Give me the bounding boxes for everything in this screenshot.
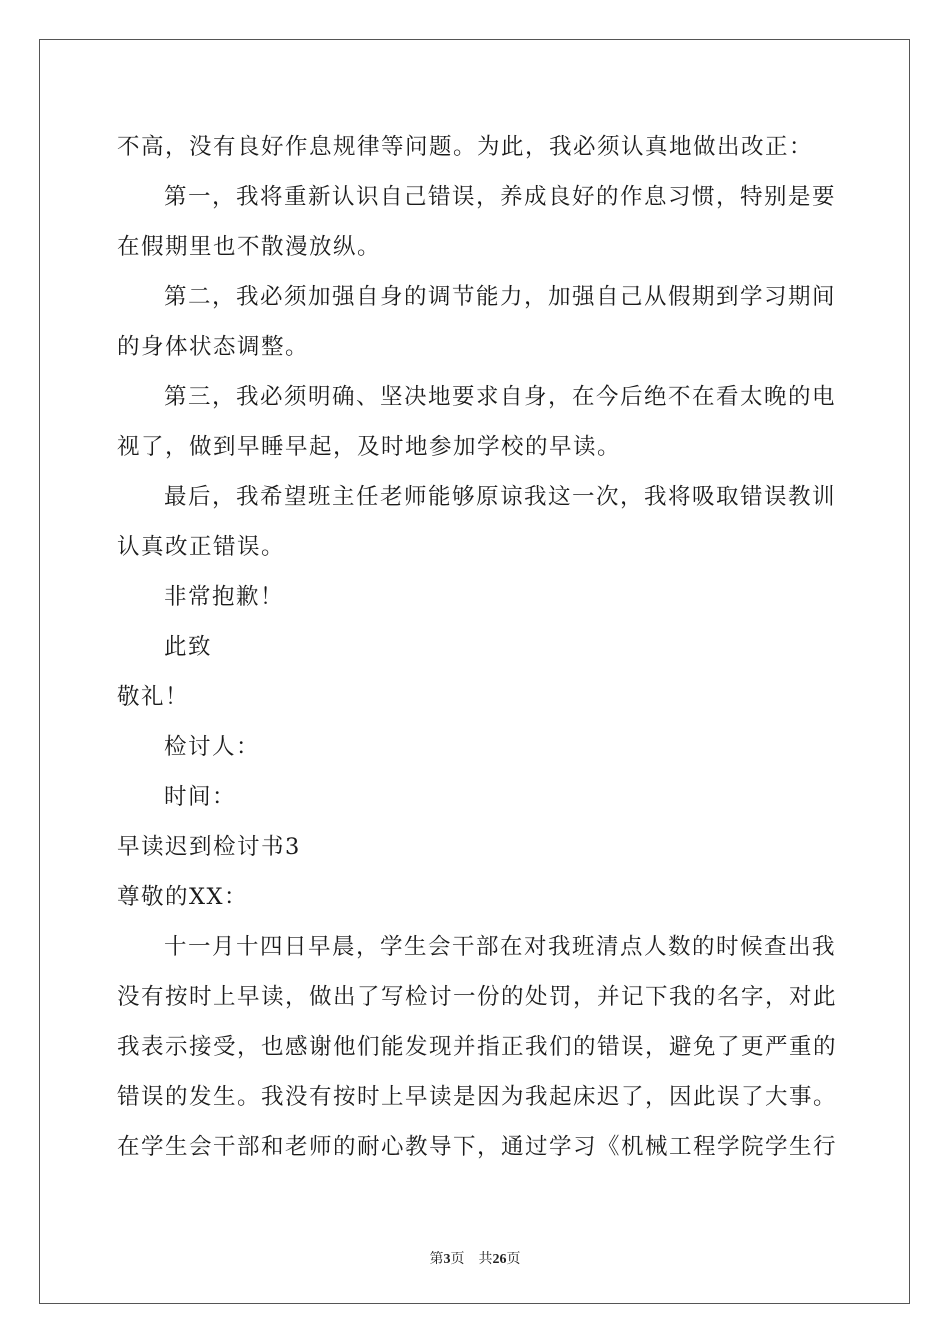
text-line: 最后，我希望班主任老师能够原谅我这一次，我将吸取错误教训 <box>164 484 837 510</box>
text-line: 检讨人： <box>164 734 261 760</box>
salutation: 尊敬的XX： <box>117 884 249 910</box>
text-line: 第一，我将重新认识自己错误，养成良好的作息习惯，特别是要 <box>164 184 837 210</box>
total-suffix: 页 <box>506 1252 521 1267</box>
text-line: 非常抱歉！ <box>164 584 285 610</box>
text-line: 认真改正错误。 <box>117 534 286 560</box>
text-line: 第二，我必须加强自身的调节能力，加强自己从假期到学习期间 <box>164 284 837 310</box>
text-line: 十一月十四日早晨，学生会干部在对我班清点人数的时候查出我 <box>164 934 837 960</box>
page-prefix: 第 <box>429 1252 444 1267</box>
text-line: 错误的发生。我没有按时上早读是因为我起床迟了，因此误了大事。 <box>117 1084 838 1110</box>
page-number: 3 <box>443 1252 451 1267</box>
page-footer <box>0 1248 950 1268</box>
total-pages: 26 <box>492 1252 507 1267</box>
text-line: 此致 <box>164 634 213 660</box>
text-line: 没有按时上早读，做出了写检讨一份的处罚，并记下我的名字，对此 <box>117 984 838 1010</box>
total-prefix: 共 <box>478 1252 493 1267</box>
text-line: 时间： <box>164 784 237 810</box>
document-body <box>117 122 837 1172</box>
text-line: 第三，我必须明确、坚决地要求自身，在今后绝不在看太晚的电 <box>164 384 837 410</box>
text-line: 视了，做到早睡早起，及时地参加学校的早读。 <box>117 434 622 460</box>
page-suffix: 页 <box>450 1252 465 1267</box>
text-line: 敬礼！ <box>117 684 190 710</box>
text-line: 在学生会干部和老师的耐心教导下，通过学习《机械工程学院学生行 <box>117 1134 838 1160</box>
text-line: 在假期里也不散漫放纵。 <box>117 234 382 260</box>
text-line: 的身体状态调整。 <box>117 334 310 360</box>
text-line: 不高，没有良好作息规律等问题。为此，我必须认真地做出改正： <box>117 134 814 160</box>
section-title: 早读迟到检讨书3 <box>117 834 301 860</box>
text-line: 我表示接受，也感谢他们能发现并指正我们的错误，避免了更严重的 <box>117 1034 838 1060</box>
